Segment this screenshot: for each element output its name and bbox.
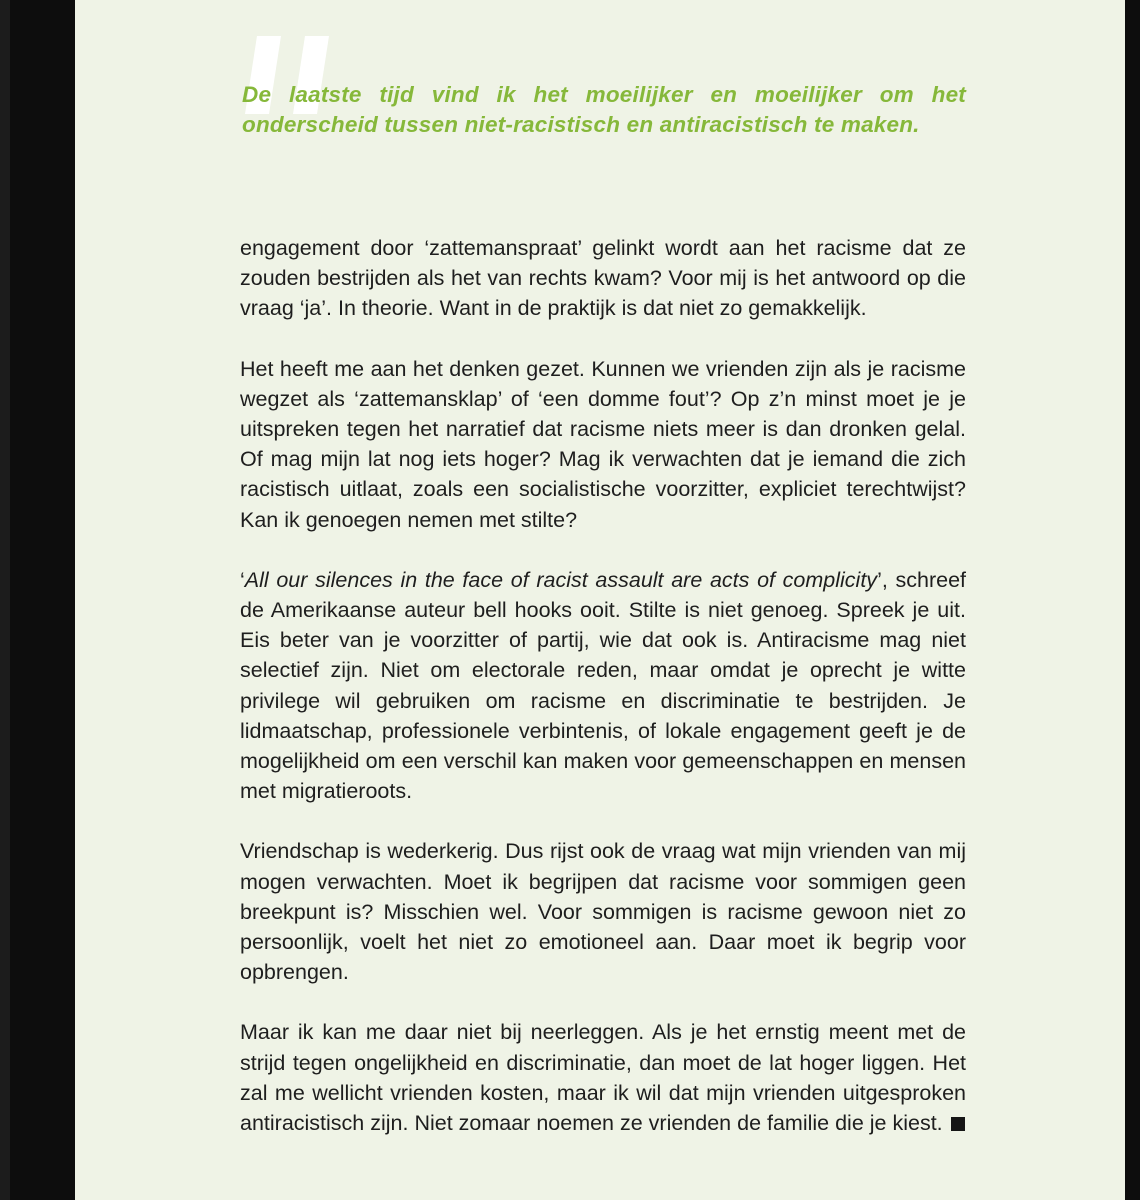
paragraph-5 [240,1017,966,1138]
pull-quote: De laatste tijd vind ik het moeilijker en moeilijker om het onderscheid tussen niet-racistisch en antiracistisch te maken. [242,82,966,137]
paragraph-5-text: Maar ik kan me daar niet bij neerleggen. Als je het ernstig meent met de strijd tegen ongelijkheid en discriminatie, dan moet de lat hoger liggen. Het zal me wellicht vrienden kosten, maar ik wil dat mijn vrienden uitgesproken antiracistisch zijn. Niet zomaar noemen ze vrienden de familie die je kiest. [240,1020,966,1136]
paragraph-2: Het heeft me aan het denken gezet. Kunnen we vrienden zijn als je racisme wegzet als ‘zattemansklap’ of ‘een domme fout’? Op z’n minst moet je je uitspreken tegen het narratief dat racisme niets meer is dan dronken gelal. Of mag mijn lat nog iets hoger? Mag ik verwachten dat je iemand die zich racistisch uitlaat, zoals een socialistische voorzitter, expliciet terechtwijst? Kan ik genoegen nemen met stilte? [240,356,966,532]
paragraph-4: Vriendschap is wederkerig. Dus rijst ook de vraag wat mijn vrienden van mij mogen verwachten. Moet ik begrijpen dat racisme voor sommigen geen breekpunt is? Misschien wel. Voor sommigen is racisme gewoon niet zo persoonlijk, voelt het niet zo emotioneel aan. Daar moet ik begrip voor opbrengen. [240,839,966,985]
right-dark-edge [1125,0,1140,1200]
article-body [240,233,966,1168]
paragraph-3-rest: ’, schreef de Amerikaanse auteur bell hooks ooit. Stilte is niet genoeg. Spreek je uit. Eis beter van je voorzitter of partij, wie dat ook is. Antiracisme mag niet selectief zijn. Niet om electorale reden, maar omdat je oprecht je witte privilege wil gebruiken om racisme en discriminatie te bestrijden. Je lidmaatschap, professionele verbintenis, of lokale engagement geeft je de mogelijkheid om een verschil kan maken voor gemeenschappen en mensen met migratieroots. [240,567,966,804]
left-dark-edge [0,0,10,1200]
quote-open-mark: ‘ [240,567,245,592]
paragraph-1: engagement door ‘zattemanspraat’ gelinkt wordt aan het racisme dat ze zouden bestrijden als het van rechts kwam? Voor mij is het antwoord op die vraag ‘ja’. In theorie. Want in de praktijk is dat niet zo gemakkelijk. [240,236,966,321]
end-square-icon [951,1117,965,1131]
bell-hooks-quote: All our silences in the face of racist assault are acts of complicity [244,567,878,592]
paragraph-3 [240,565,966,807]
magazine-page [75,0,1125,1200]
